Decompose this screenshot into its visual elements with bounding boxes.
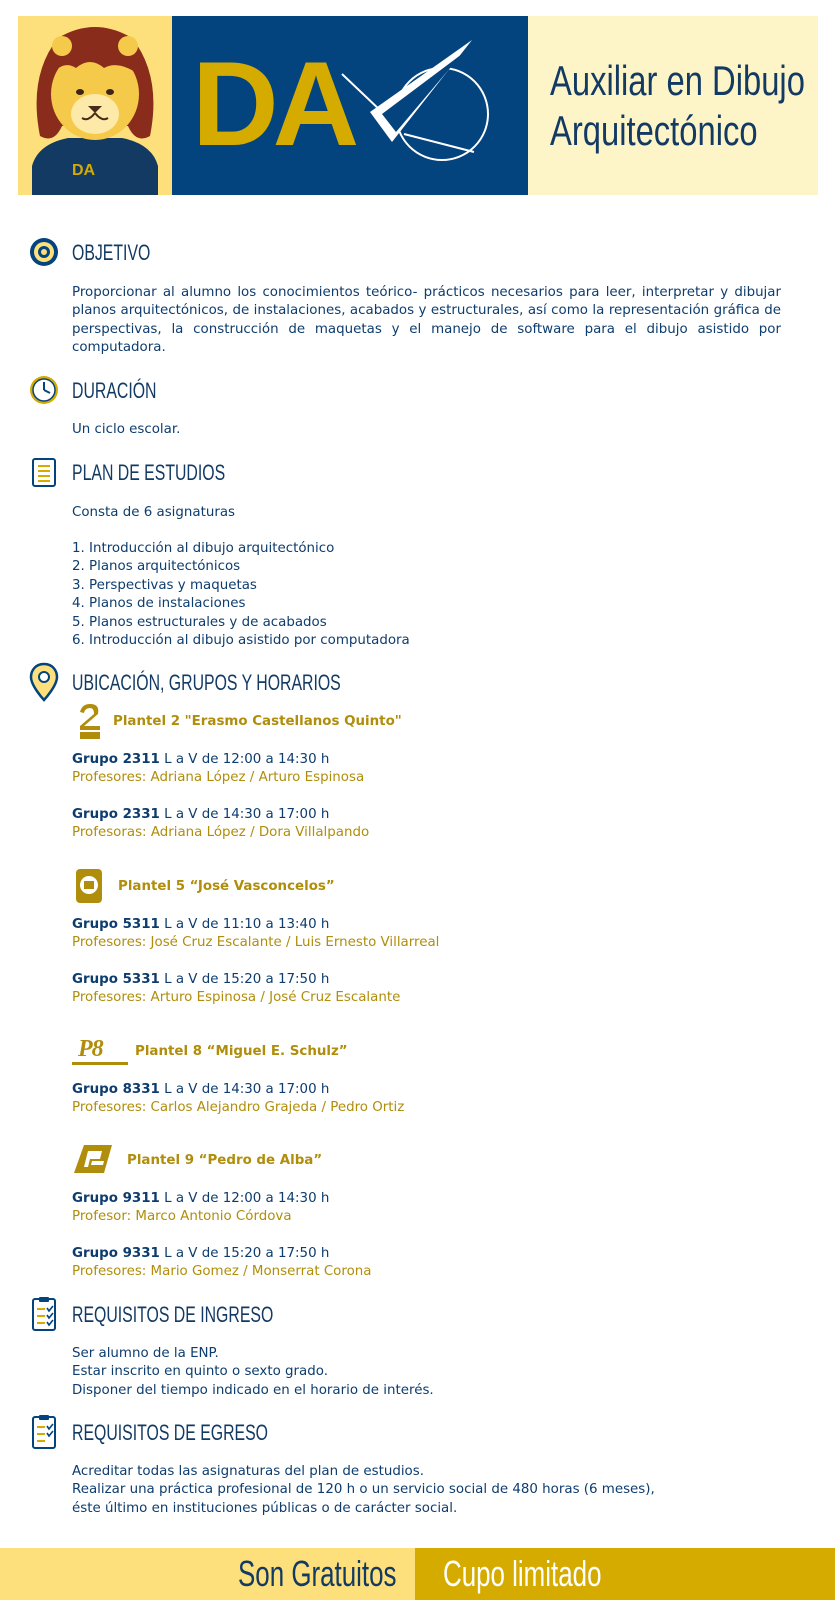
- footer-limited-panel: [415, 1548, 835, 1600]
- list-item: 2. Planos arquitectónicos: [72, 559, 241, 575]
- logo-panel: [172, 16, 528, 195]
- list-item: Ser alumno de la ENP.: [72, 1346, 219, 1361]
- footer-free-label: Son Gratuitos: [238, 1553, 397, 1594]
- footer-limited-label: Cupo limitado: [443, 1553, 602, 1594]
- plantel-9-logo: [74, 1143, 114, 1175]
- clock-icon: [28, 374, 60, 406]
- plantel-9-header: [72, 1141, 472, 1181]
- group-9331: Grupo 9331 L a V de 15:20 a 17:50 h Profesores: Mario Gomez / Monserrat Corona: [72, 1246, 372, 1280]
- group-2331: Grupo 2331 L a V de 14:30 a 17:00 h Profesoras: Adriana López / Dora Villalpando: [72, 807, 370, 841]
- plantel-8-name: Plantel 8 “Miguel E. Schulz”: [135, 1044, 348, 1059]
- plantel-5-name: Plantel 5 “José Vasconcelos”: [118, 879, 335, 894]
- plantel-8-logo: P8: [78, 1036, 103, 1062]
- section-heading-ubicacion: UBICACIÓN, GRUPOS Y HORARIOS: [72, 670, 341, 695]
- title-panel: [528, 16, 818, 195]
- target-icon: [28, 236, 60, 268]
- plan-subject-list: [72, 540, 410, 650]
- plantel-8-header: [72, 1032, 472, 1072]
- plantel-2-name: Plantel 2 "Erasmo Castellanos Quinto": [113, 714, 402, 729]
- ingreso-requirements: [72, 1345, 434, 1400]
- mascot-panel: [18, 16, 172, 195]
- group-5311: Grupo 5311 L a V de 11:10 a 13:40 h Profesores: José Cruz Escalante / Luis Ernesto Villarreal: [72, 917, 440, 951]
- list-item: 4. Planos de instalaciones: [72, 596, 246, 612]
- drafting-triangle-icon: [172, 16, 528, 195]
- section-heading-objetivo: OBJETIVO: [72, 240, 151, 265]
- header-banner: [18, 16, 818, 195]
- plan-intro: Consta de 6 asignaturas: [72, 505, 236, 520]
- list-item: 6. Introducción al dibujo asistido por computadora: [72, 633, 410, 649]
- plantel-2-logo: [76, 702, 104, 740]
- list-item: éste último en instituciones públicas o de carácter social.: [72, 1500, 458, 1516]
- plantel-5-logo: [74, 867, 104, 905]
- section-heading-ingreso: REQUISITOS DE INGRESO: [72, 1302, 274, 1327]
- checklist-icon: [28, 1296, 60, 1332]
- group-5331: Grupo 5331 L a V de 15:20 a 17:50 h Profesores: Arturo Espinosa / José Cruz Escalante: [72, 972, 401, 1006]
- plantel-9-name: Plantel 9 “Pedro de Alba”: [127, 1153, 323, 1168]
- footer-free-panel: [0, 1548, 415, 1600]
- list-item: Estar inscrito en quinto o sexto grado.: [72, 1364, 328, 1380]
- section-heading-egreso: REQUISITOS DE EGRESO: [72, 1420, 268, 1445]
- list-item: Acreditar todas las asignaturas del plan de estudios.: [72, 1464, 424, 1479]
- list-item: 1. Introducción al dibujo arquitectónico: [72, 541, 335, 556]
- list-item: 3. Perspectivas y maquetas: [72, 577, 257, 593]
- footer-banner: [0, 1548, 835, 1600]
- section-heading-duracion: DURACIÓN: [72, 378, 157, 403]
- group-9311: Grupo 9311 L a V de 12:00 a 14:30 h Profesor: Marco Antonio Córdova: [72, 1191, 330, 1225]
- group-8331: Grupo 8331 L a V de 14:30 a 17:00 h Profesores: Carlos Alejandro Grajeda / Pedro Ortiz: [72, 1082, 405, 1116]
- section-heading-plan: PLAN DE ESTUDIOS: [72, 460, 226, 485]
- group-2311: Grupo 2311 L a V de 12:00 a 14:30 h Profesores: Adriana López / Arturo Espinosa: [72, 752, 365, 786]
- plantel-8-logo-underline: [72, 1062, 128, 1065]
- list-item: 5. Planos estructurales y de acabados: [72, 614, 327, 630]
- mascot-badge: DA: [72, 162, 96, 179]
- da-logo: DA: [192, 37, 354, 171]
- plantel-5-header: [72, 867, 472, 907]
- list-item: Disponer del tiempo indicado en el horario de interés.: [72, 1382, 434, 1398]
- list-item: Realizar una práctica profesional de 120 h o un servicio social de 480 horas (6 meses),: [72, 1482, 655, 1498]
- location-pin-icon: [28, 662, 60, 702]
- plantel-2-header: [72, 702, 472, 742]
- duracion-text: Un ciclo escolar.: [72, 422, 181, 437]
- checklist-icon: [28, 1414, 60, 1450]
- page-title: Auxiliar en Dibujo Arquitectónico: [550, 57, 805, 154]
- notepad-icon: [28, 456, 60, 488]
- egreso-requirements: [72, 1463, 655, 1518]
- objetivo-text: Proporcionar al alumno los conocimientos teórico- prácticos necesarios para leer, interpretar y dibujar planos arquitectónicos, de instalaciones, acabados y estructurales, así como la representación gráfica de perspectivas, la construcción de maquetas y el manejo de software para el dibujo asistido por computadora.: [72, 285, 781, 356]
